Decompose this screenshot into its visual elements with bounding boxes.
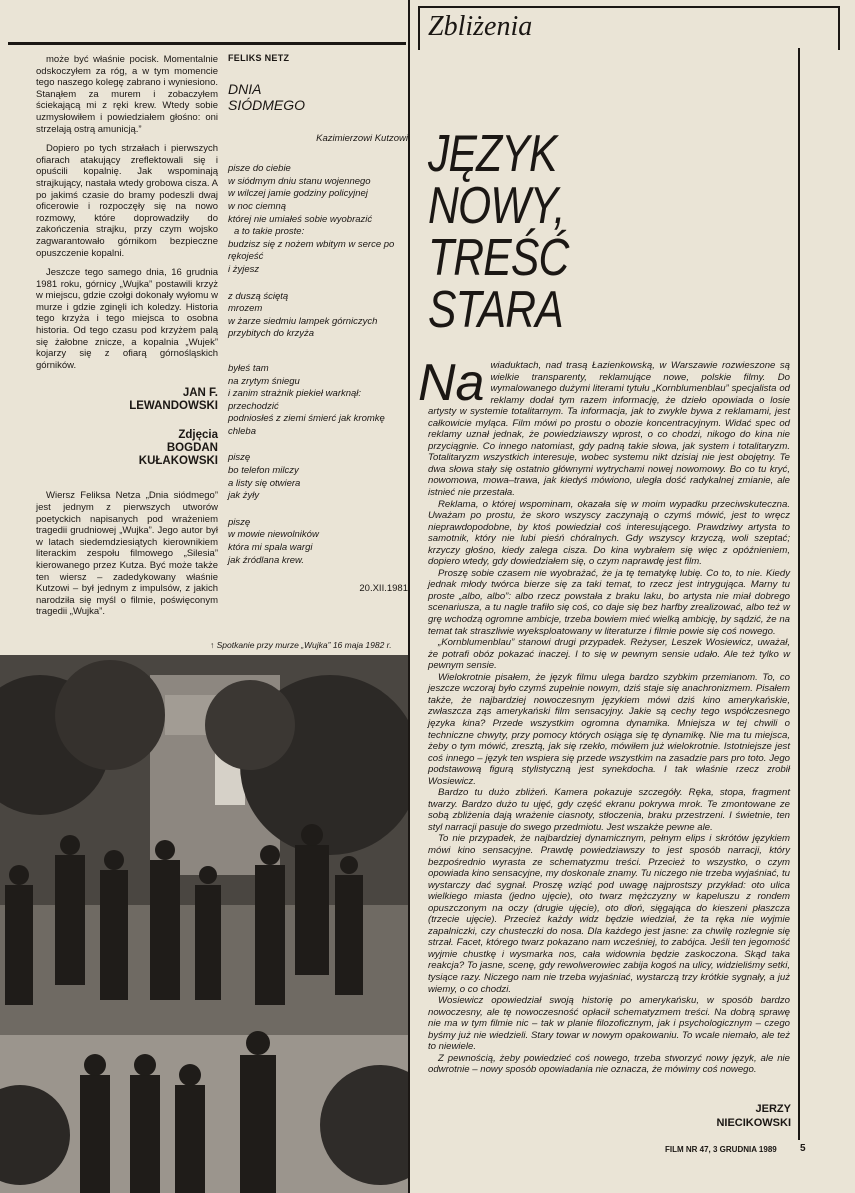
poem-line: w siódmym dniu stanu wojennego	[228, 175, 371, 187]
poem-line: podniosłeś z ziemi śmierć jak kromkę chleba	[228, 413, 385, 437]
poem-stanza	[228, 291, 408, 341]
section-title: Zbliżenia	[428, 11, 533, 42]
poem-line: z duszą ściętą	[228, 290, 289, 302]
article-paragraph: Z pewnością, żeby powiedzieć coś nowego, trzeba stworzyć nowy język, ale nie odwrotnie – nowy sposób opowiadania nie oznacza, że mówimy coś nowego.	[428, 1052, 790, 1076]
left-article	[36, 54, 218, 618]
article-paragraph: Wielokrotnie pisałem, że język filmu ulega bardzo szybkim przemianom. To, co jeszcze wczoraj było czymś zupełnie nowym, dziś staje się anachronizmem. Pisałem także, że najbardziej nowoczesnym językiem mówi dziś kino amerykańskie, zwłaszcza ząs amerykański film sensacyjny. Jakie są cechy tego współczesnego języka kina? Przede wszystkim ogromna dynamika. Mniejsza w tej chwili o techniczne chwyty, przy pomocy których osiąga się tę dynamikę. Nie ma tu miejsca, żeby o tym mówić, zresztą, jak się rzekło, mówiłem już wielokrotnie. Istotniejsze jest coś innego – język ten wspiera się przede wszystkim na zasadzie pars pro toto. Jego podstawową figurą stylistyczną jest synekdocha. I tak właśnie rzecz zrobił Wosiewicz.	[428, 671, 790, 787]
column-divider	[408, 0, 410, 1193]
drop-cap: Na	[418, 354, 485, 412]
crowd-at-wall-photo	[0, 655, 408, 1193]
article-paragraph: „Kornblumenblau” stanowi drugi przypadek. Reżyser, Leszek Wosiewicz, uważał, że potrafi obóz pokazać inaczej. I to się w pewnym sensie udało. Ale też tylko w pewnym sensie.	[428, 637, 790, 672]
poem-note: Wiersz Feliksa Netza „Dnia siódmego” jest jednym z pierwszych utworów poetyckich napisanych pod wrażeniem tragedii grudniowej „Wujka”. Jego autor był w latach siedemdziesiątych kierownikiem literackim zespołu filmowego „Silesia” kierowanego przez Kutza. Być może także ten wiersz – zadedykowany właśnie Kutzowi – był jednym z impulsów, z jakich narodziła się myśl o filmie, poświęconym tragedii „Wujka”.	[36, 490, 218, 618]
poem-line: a listy się otwiera	[228, 477, 301, 489]
left-paragraph: może być właśnie pocisk. Momentalnie odskoczyłem za róg, a w tym momencie tego naszego kolegę zabrano i wyniesiono. Stanąłem za murem i zobaczyłem ściekającą mi z ręki krew. Wtedy sobie uzmysłowiłem i powiedziałem głośno: oni strzelają ostrą amunicją.”	[36, 54, 218, 135]
poem-stanza	[228, 517, 408, 567]
photo-credit-line: KUŁAKOWSKI	[138, 455, 218, 468]
headline-line: JĘZYK	[428, 125, 557, 183]
headline-line: NOWY,	[428, 177, 565, 235]
poem-stanza	[228, 452, 408, 502]
poem-line: której nie umiałeś sobie wyobrazić	[228, 213, 373, 225]
poem-line: jak żyły	[228, 490, 260, 502]
poem	[228, 52, 408, 596]
poem-line: i zanim strażnik piekieł warknął:	[228, 388, 362, 400]
poem-line: bo telefon milczy	[228, 465, 299, 477]
poem-title-line: SIÓDMEGO	[228, 96, 306, 113]
poem-line: piszę	[228, 452, 251, 464]
poem-line: która mi spala wargi	[228, 542, 313, 554]
byline-line: LEWANDOWSKI	[129, 400, 218, 413]
left-paragraph: Dopiero po tych strzałach i pierwszych ofiarach atakujący zreflektowali się i opuścili kopalnię. Jak wspominają strajkujący, nastała wtedy grobowa cisza. A po jakimś czasie do bramy podeszli dwaj oficerowie i rozpoczęły się na nowo rozmowy, które doprowadziły do zakończenia strajku, przy czym wojsko zagwarantowało górnikom bezpieczne opuszczenie kopalni.	[36, 143, 218, 259]
headline-line: TREŚĆ	[428, 229, 569, 287]
poem-line: na zrytym śniegu	[228, 375, 300, 387]
left-paragraph: Jeszcze tego samego dnia, 16 grudnia 1981 roku, górnicy „Wujka” postawili krzyż w miejscu, gdzie czołgi dokonały wyłomu w murze i gdzie zginęli ich koledzy. Historia tego krzyża i tego miejsca to osobna historia. Od tego czasu pod krzyżem palą się żałobne znicze, a kopalnia „Wujek” kojarzy się z ofiarą górnośląskich górników.	[36, 267, 218, 371]
issue-footer: FILM NR 47, 3 GRUDNIA 1989	[665, 1145, 777, 1154]
poem-line: w mowie niewolników	[228, 529, 319, 541]
poem-line: byłeś tam	[228, 362, 269, 374]
poem-line: piszę	[228, 516, 251, 528]
byline-line: JAN F.	[182, 387, 218, 400]
article-paragraph: Wosiewicz opowiedział swoją historię po amerykańsku, w sposób bardzo nowoczesny, ale tę nowoczesność opłacił schematyzmem treści. Na dobrą sprawę nie ma w tym filmie nic – tak w planie filozoficznym, jak i psychologicznym – czego byśmy już nie wiedzieli. Stary towar w nowym opakowaniu. To wcale niemało, ale też to niewiele.	[428, 995, 790, 1053]
author-line: JERZY	[755, 1103, 791, 1115]
poem-line: i żyjesz	[228, 263, 260, 275]
poem-stanza	[228, 363, 408, 439]
article-paragraph: Reklama, o której wspominam, okazała się w moim wypadku przeciwskuteczna. Uważam po prostu, że skoro wszyscy zaczynają o czymś mówić, jest to wręcz nieprawdopodobne, by ktoś powiedział coś interesującego. Prawdziwy artysta to samotnik, który nie lubi pieśń chóralnych. Gdy wszyscy krzyczą, woli szeptać; krzyczy głośno, kiedy zalega cisza. Do kina wybrałem się więc z opóźnieniem, dopiero wtedy, gdy dowiedziałem się, o czym naprawdę jest film.	[428, 498, 790, 568]
headline-line: STARA	[428, 281, 563, 339]
top-rule	[8, 42, 406, 45]
article-paragraph	[418, 354, 790, 499]
author-line: NIECIKOWSKI	[716, 1117, 791, 1129]
poem-line: mrozem	[228, 303, 263, 315]
poem-line: budzisz się z nożem wbitym w serce po rękojeść	[228, 238, 395, 263]
article-paragraph: Proszę sobie czasem nie wyobrażać, że ja tę tematykę lubię. Co to, to nie. Kiedy jednak młody twórca bierze się za taki temat, to rzecz jest intrygująca. Marny tu proste „albo, albo”: albo rzecz powstała z braku laku, bo artysta nie miał dobrego scenariusza, a tu nagle trafiło się coś, co daje się bez harfby zrealizować, albo też w grę wchodzą ogromne ambicje, trzeba bowiem mieć wielką ambicję, by sądzić, że na temat tak straszliwie wyeksploatowany w literaturze i filmie powie się coś nowego.	[428, 567, 790, 637]
byline	[36, 387, 218, 413]
poem-title-line: DNIA	[228, 80, 262, 97]
article-paragraph: To nie przypadek, że najbardziej dynamicznym, pełnym elips i skrótów językiem mówi kino sensacyjne. Prawdę powiedziawszy to jest sposób narracji, który bezpośrednio wyrasta ze schematyzmu treści. Przecież to wszystko, o czym opowiada kino sensacyjne, my doskonale znamy. Tu niczego nie trzeba wyjaśniać, tu wystarczy dać sygnał. Proszę wziąć pod uwagę najprostszy przykład: oto ulica wielkiego miasta (jedno ujęcie), oto twarz mężczyzny w kapeluszu z rondem opuszczonym na oczy (drugie ujęcie), oto dłoń, sięgająca do kieszeni płaszcza (trzecie ujęcie). Przecież każdy widz będzie wiedział, że ta ręka nie wyjmie zapalniczki, czy chusteczki do nosa. Dla każdego jest jasne: za chwilę rozlegnie się strzał. Facet, którego twarz pokazano nam wcześniej, to zabójca. Jeśli ten jegomość wyjmie chustkę i wysmarka nos, cała widownia będzie zaskoczona. Skąd taka reakcja? To jasne, scenę, gdy rewolwerowiec zabija kogoś na ulicy, widzieliśmy setki, tysiące razy. Niczego nam nie trzeba wyjaśniać, wystarczą trzy krótkie sygnały, a już wiemy, o co chodzi.	[428, 833, 790, 995]
poem-line: w wilczej jamie godziny policyjnej	[228, 188, 368, 200]
article-text: wiaduktach, nad trasą Łazienkowską, w Warszawie rozwieszone są wielkie transparenty, reklamujące nowe, polskie filmy. Do wymalowanego dużymi literami tytułu „Kornblumenblau” specjalista od reklamy dodał tym razem informację, że dzieło opowiada o losie artysty w systemie totalitarnym. Ta informacja, jak to zwykle bywa z reklamami, jest całkowicie myląca. Film mówi po prostu o obozie koncentracyjnym. Widać spec od reklamy uznał jednak, że powiedziawszy wprost, o co chodzi, nikogo do kina nie przyciągnie. Co innego natomiast, gdy padną takie słowa, jak system i totalitaryzm. Totalitaryzm wszystkich interesuje, wobec systemu nikt dzisiaj nie jest obojętny. Te dwa słowa stały się ostatnio głównymi wytrychami nowej nowomowy. Bo co tu kryć, nowomowa, mowa–trawa, jak kiedyś mówiono, uległa dość radykalnej zmianie, ale istnieć nie przestała.	[428, 360, 790, 499]
poem-line: w noc ciemną	[228, 200, 287, 212]
poem-date: 20.XII.1981	[359, 583, 408, 595]
poem-author: FELIKS NETZ	[228, 53, 290, 63]
photo-caption: ↑ Spotkanie przy murze „Wujka” 16 maja 1982 r.	[210, 640, 392, 650]
poem-dedication: Kazimierzowi Kutzowi	[316, 132, 408, 144]
headline	[428, 125, 608, 339]
article-author	[716, 1102, 791, 1130]
poem-stanza	[228, 163, 408, 276]
poem-line: jak źródlana krew.	[228, 554, 305, 566]
page-number: 5	[800, 1143, 806, 1154]
photo-credit	[36, 429, 218, 468]
poem-line: przybitych do krzyża	[228, 328, 315, 340]
poem-line: pisze do ciebie	[228, 163, 291, 175]
photo-credit-line: BOGDAN	[166, 442, 218, 455]
poem-line: w żarze siedmiu lampek górniczych	[228, 315, 378, 327]
poem-title	[228, 81, 408, 113]
main-article	[418, 354, 790, 1076]
photo-credit-line: Zdjęcia	[178, 429, 218, 442]
poem-line: przechodzić	[228, 400, 279, 412]
article-paragraph: Bardzo tu dużo zbliżeń. Kamera pokazuje szczegóły. Ręka, stopa, fragment twarzy. Bardzo dużo tu ujęć, gdy część ekranu pokrywa mrok. Te zmontowane ze sobą zbliżenia dają wrażenie ciasnoty, stłoczenia, braku przestrzeni. I świetnie, ten styl narracji pasuje do swego przedmiotu. Jest wszakże pewne ale.	[428, 787, 790, 833]
poem-line: a to takie proste:	[234, 226, 305, 238]
